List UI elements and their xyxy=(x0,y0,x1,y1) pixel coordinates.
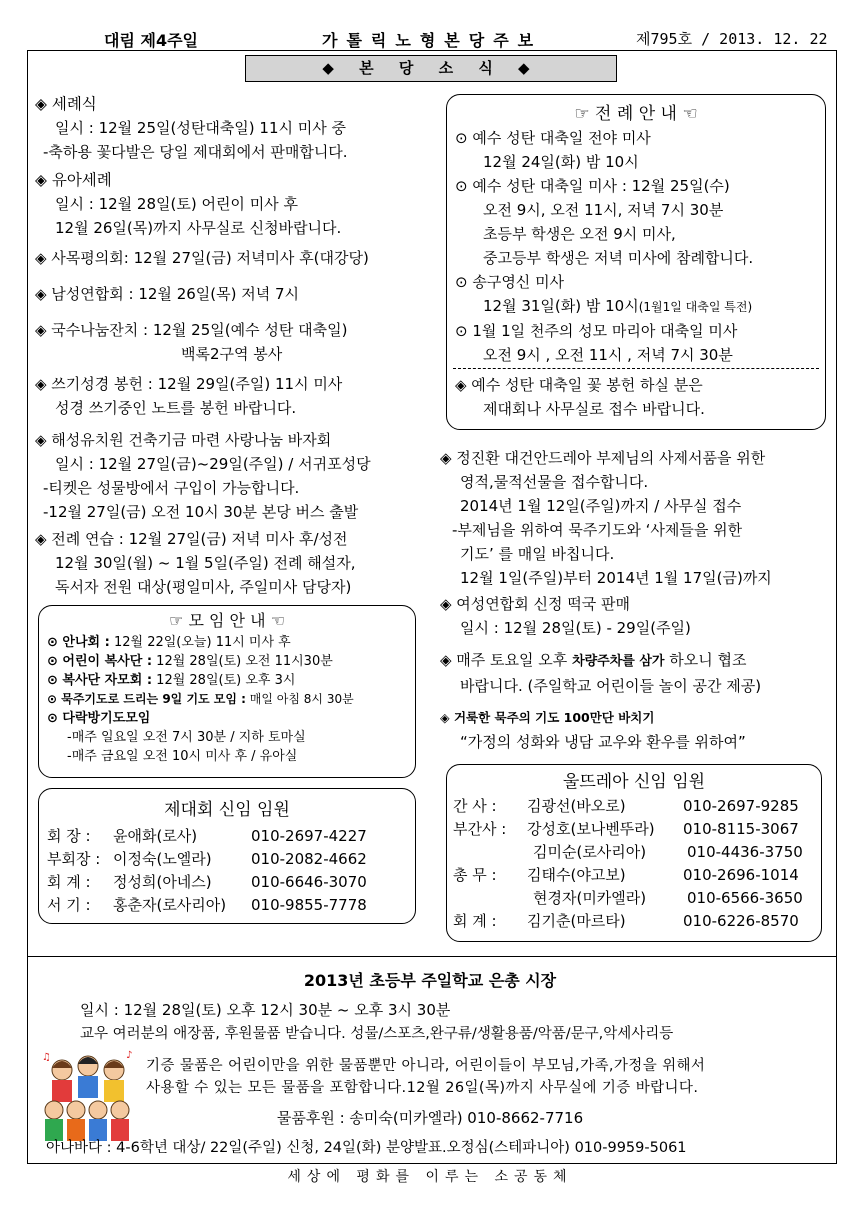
jedae-officers-box xyxy=(38,788,416,924)
infant-line1: 일시 : 12월 28일(토) 어린이 미사 후 xyxy=(55,195,298,213)
council-notice: ◈ 사목평의회: 12월 27일(금) 저녁미사 후(대강당) xyxy=(35,249,369,267)
market-sponsor: 물품후원 : 송미숙(미카엘라) 010-8662-7716 xyxy=(276,1109,584,1127)
meeting-sub2: -매주 금요일 오전 10시 미사 후 / 유아실 xyxy=(67,749,298,764)
meeting-item: ⊙ 묵주기도로 드리는 9일 기도 모임 : 매일 아침 8시 30분 xyxy=(47,692,354,706)
liturgy-item: ⊙ 예수 성탄 대축일 전야 미사 xyxy=(455,129,651,147)
liturgy-detail: 오전 9시 , 오전 11시 , 저녁 7시 30분 xyxy=(483,346,733,364)
svg-text:♫: ♫ xyxy=(42,1052,51,1063)
noodle-title: ◈ 국수나눔잔치 : 12월 25일(예수 성탄 대축일) xyxy=(35,321,348,339)
liturgy-detail: 오전 9시, 오전 11시, 저녁 7시 30분 xyxy=(483,201,724,219)
deacon-line4: -부제님을 위하여 묵주기도와 ‘사제들을 위한 xyxy=(452,521,743,539)
officer-row: 회 계 : 김기춘(마르타) 010-6226-8570 xyxy=(453,911,799,930)
liturgy-detail: 중고등부 학생은 저녁 미사에 참례합니다. xyxy=(483,249,754,267)
week-label: 대림 제4주일 xyxy=(104,31,198,50)
officer-row: 부회장 : 이정숙(노엘라) 010-2082-4662 xyxy=(47,849,367,868)
liturgy-detail: 12월 24일(화) 밤 10시 xyxy=(483,153,639,171)
baptism-title: ◈ 세례식 xyxy=(35,95,97,113)
meeting-item: ⊙ 복사단 자모회 : 12월 28일(토) 오후 3시 xyxy=(47,673,296,688)
bible-section xyxy=(35,372,342,420)
meeting-item: ⊙ 안나회 : 12월 22일(오늘) 11시 미사 후 xyxy=(47,635,291,650)
rehearsal-title: ◈ 전례 연습 : 12월 27일(금) 저녁 미사 후/성전 xyxy=(35,530,348,548)
rice-line1: 일시 : 12월 28일(토) - 29일(주일) xyxy=(460,619,691,637)
issue-date: 제795호 / 2013. 12. 22 xyxy=(636,30,828,48)
infant-line2: 12월 26일(목)까지 사무실로 신청바랍니다. xyxy=(55,219,342,237)
baptism-line2: -축하용 꽃다발은 당일 제대회에서 판매합니다. xyxy=(43,143,348,161)
baptism-line1: 일시 : 12월 25일(성탄대축일) 11시 미사 중 xyxy=(55,119,346,137)
bazaar-line1: 일시 : 12월 27일(금)~29일(주일) / 서귀포성당 xyxy=(55,455,371,473)
liturgy-item: ⊙ 예수 성탄 대축일 미사 : 12월 25일(수) xyxy=(455,177,730,195)
rosary-line1: “가정의 성화와 냉담 교우와 환우를 위하여” xyxy=(460,733,746,751)
officer-row: 회 장 : 윤애화(로사) 010-2697-4227 xyxy=(47,826,367,845)
infant-baptism-section xyxy=(35,168,341,240)
bazaar-title: ◈ 해성유치원 건축기금 마련 사랑나눔 바자회 xyxy=(35,431,332,449)
officer-row: 김미순(로사리아) 010-4436-3750 xyxy=(533,842,803,861)
rosary-title: ◈ 거룩한 묵주의 기도 100만단 바치기 xyxy=(440,710,655,725)
parking-line1: ◈ 매주 토요일 오후 차량주차를 삼가 하오니 협조 xyxy=(440,651,747,669)
rehearsal-section xyxy=(35,527,356,599)
meeting-item: ⊙ 어린이 복사단 : 12월 28일(토) 오전 11시30분 xyxy=(47,654,333,669)
meeting-title: ☞ 모 임 안 내 ☜ xyxy=(169,611,285,630)
market-title: 2013년 초등부 주일학교 은총 시장 xyxy=(303,971,557,990)
bible-line1: 성경 쓰기중인 노트를 봉헌 바랍니다. xyxy=(55,399,297,417)
deacon-line6: 12월 1일(주일)부터 2014년 1월 17일(금)까지 xyxy=(460,569,772,587)
rehearsal-line1: 12월 30일(월) ~ 1월 5일(주일) 전례 해설자, xyxy=(55,554,356,572)
anabada-line: 아나바다 : 4-6학년 대상/ 22일(주일) 신청, 24일(화) 분양발표.오정심(스테파니아) 010-9959-5061 xyxy=(46,1140,687,1156)
parking-line2: 바랍니다. (주일학교 어린이들 놀이 공간 제공) xyxy=(460,677,762,695)
footer-motto: 세상에 평화를 이루는 소공동체 xyxy=(287,1169,573,1185)
officer-row: 부간사 : 강성호(보나벤뚜라) 010-8115-3067 xyxy=(453,819,799,838)
bible-title: ◈ 쓰기성경 봉헌 : 12월 29일(주일) 11시 미사 xyxy=(35,375,343,393)
bazaar-line3: -12월 27일(금) 오전 10시 30분 본당 버스 출발 xyxy=(43,503,359,521)
ultreya-title: 울뜨레아 신임 임원 xyxy=(562,772,706,792)
officer-row: 현경자(미카엘라) 010-6566-3650 xyxy=(533,888,803,907)
market-line3: 기증 물품은 어린이만을 위한 물품뿐만 아니라, 어린이들이 부모님,가족,가정을 위해서 xyxy=(146,1058,706,1074)
deacon-line2: 영적,물적선물을 접수합니다. xyxy=(460,473,649,491)
noodle-line1: 백록2구역 봉사 xyxy=(181,345,283,363)
ultreya-table xyxy=(453,794,803,932)
rosary-section xyxy=(440,706,746,754)
meeting-box xyxy=(38,605,416,778)
liturgy-detail: 12월 31일(화) 밤 10시(1월1일 대축일 특전) xyxy=(483,297,753,315)
flower-offering-line2: 제대회나 사무실로 접수 바랍니다. xyxy=(483,400,705,418)
bazaar-line2: -티켓은 성물방에서 구입이 가능합니다. xyxy=(43,479,300,497)
bazaar-section xyxy=(35,428,371,524)
meeting-sub1: -매주 일요일 오전 7시 30분 / 지하 토마실 xyxy=(67,730,306,745)
parking-section xyxy=(440,648,761,698)
deacon-line3: 2014년 1월 12일(주일)까지 / 사무실 접수 xyxy=(460,497,742,515)
dashed-divider xyxy=(453,368,819,369)
baptism-section xyxy=(35,92,348,164)
bottom-divider xyxy=(27,956,837,957)
liturgy-item: ⊙ 송구영신 미사 xyxy=(455,273,565,291)
noodle-section xyxy=(35,318,347,366)
parish-news-banner: ◆ 본 당 소 식 ◆ xyxy=(245,55,617,82)
men-notice: ◈ 남성연합회 : 12월 26일(목) 저녁 7시 xyxy=(35,285,300,303)
liturgy-detail: 초등부 학생은 오전 9시 미사, xyxy=(483,225,676,243)
officer-row: 서 기 : 홍춘자(로사리아) 010-9855-7778 xyxy=(47,895,367,914)
rice-cake-section xyxy=(440,592,691,640)
liturgy-title: ☞ 전 례 안 내 ☜ xyxy=(574,104,698,124)
deacon-line5: 기도’ 를 매일 바칩니다. xyxy=(460,545,615,563)
market-line2: 교우 여러분의 애장품, 후원물품 받습니다. 성물/스포츠,완구류/생활용품/악품/문구,악세사리등 xyxy=(80,1026,674,1042)
meeting-item: ⊙ 다락방기도모임 xyxy=(47,711,151,726)
officer-row: 총 무 : 김태수(야고보) 010-2696-1014 xyxy=(453,865,799,884)
bulletin-title: 가톨릭노형본당주보 xyxy=(322,31,543,50)
rehearsal-line2: 독서자 전원 대상(평일미사, 주일미사 담당자) xyxy=(55,578,352,596)
deacon-line1: ◈ 정진환 대건안드레아 부제님의 사제서품을 위한 xyxy=(440,449,766,467)
market-line1: 일시 : 12월 28일(토) 오후 12시 30분 ~ 오후 3시 30분 xyxy=(80,1001,451,1019)
ultreya-officers-box xyxy=(446,764,822,942)
liturgy-box xyxy=(446,94,826,430)
svg-text:♪: ♪ xyxy=(126,1050,133,1061)
liturgy-item: ⊙ 1월 1일 천주의 성모 마리아 대축일 미사 xyxy=(455,322,738,340)
rice-title: ◈ 여성연합회 신정 떡국 판매 xyxy=(440,595,630,613)
infant-title: ◈ 유아세례 xyxy=(35,171,112,189)
officer-row: 회 계 : 정성희(아네스) 010-6646-3070 xyxy=(47,872,367,891)
jedae-table xyxy=(47,824,367,916)
officer-row: 간 사 : 김광선(바오로) 010-2697-9285 xyxy=(453,796,799,815)
market-line4: 사용할 수 있는 모든 물품을 포함합니다.12월 26일(목)까지 사무실에 기증 바랍니다. xyxy=(146,1080,699,1096)
deacon-section xyxy=(440,446,772,590)
flower-offering-line1: ◈ 예수 성탄 대축일 꽃 봉헌 하실 분은 xyxy=(455,376,703,394)
jedae-title: 제대회 신임 임원 xyxy=(164,800,290,820)
